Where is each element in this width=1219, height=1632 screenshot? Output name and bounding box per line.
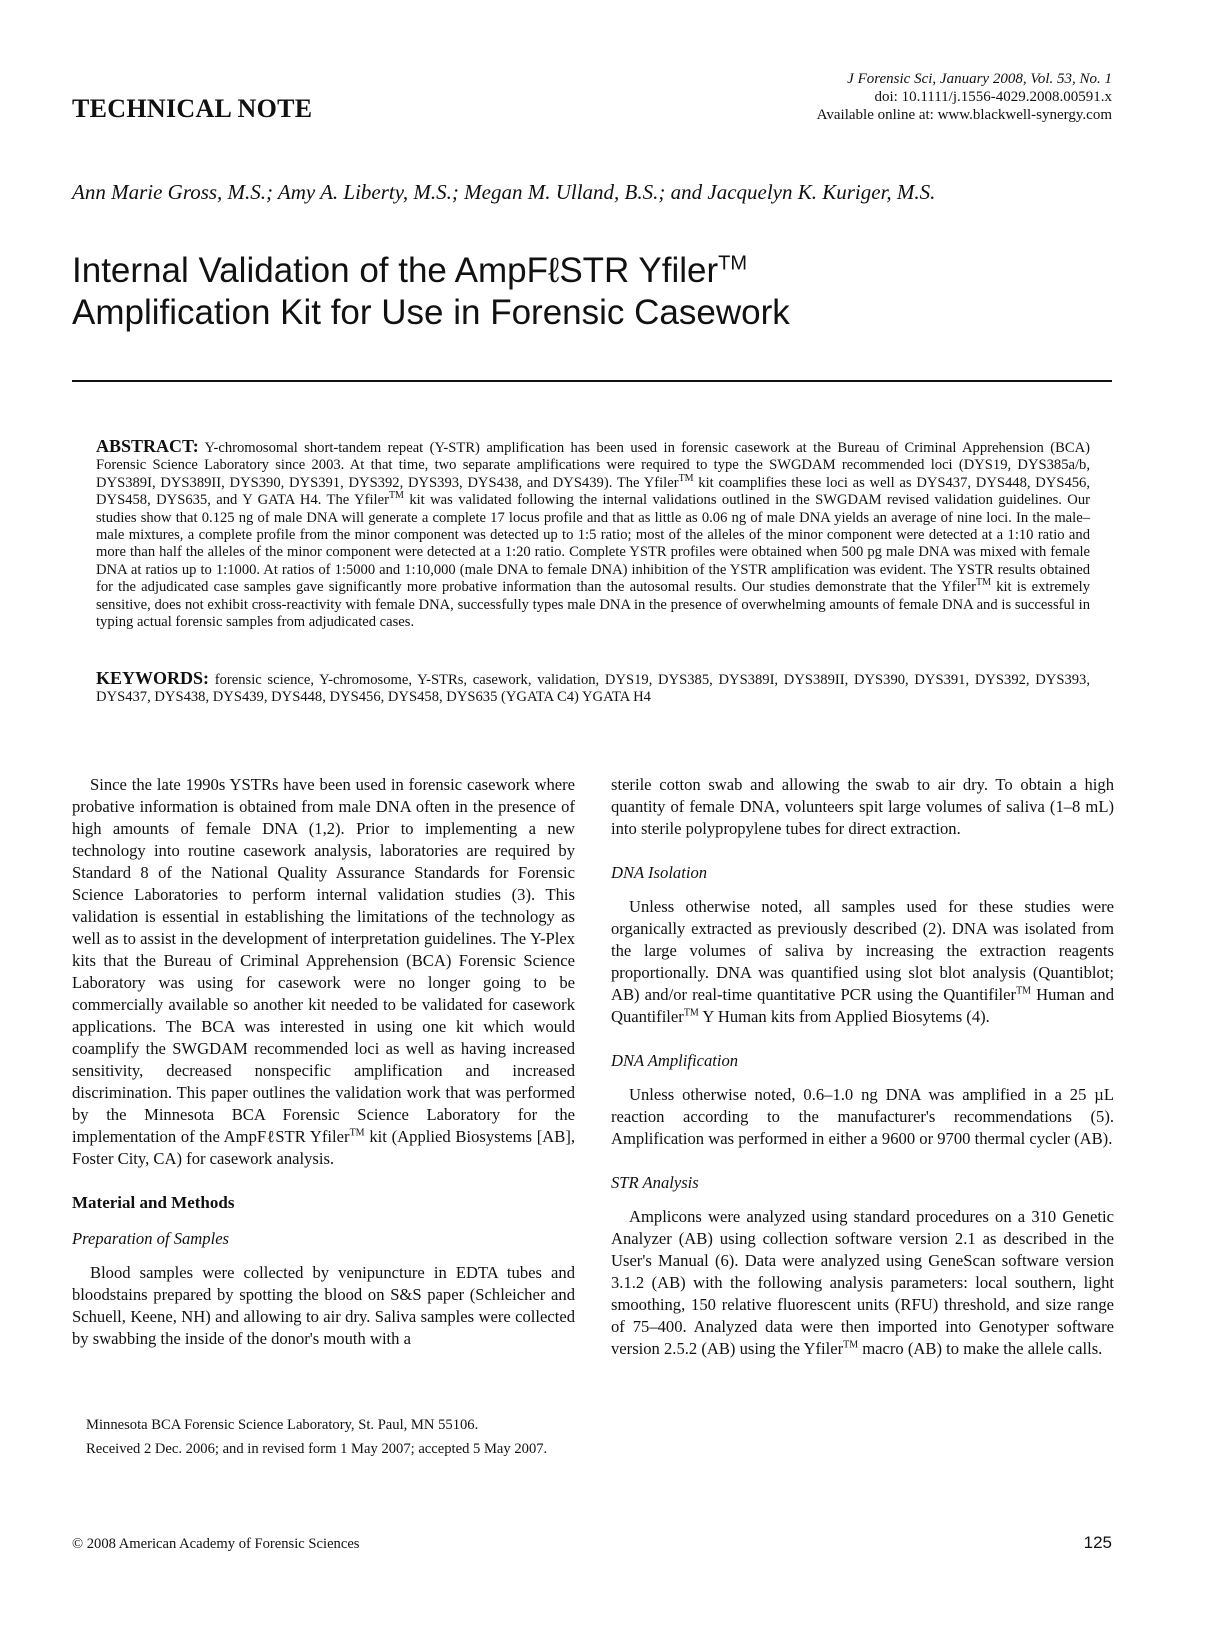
section-label: TECHNICAL NOTE [72,94,313,123]
footnote-affiliation: Minnesota BCA Forensic Science Laboratory, St. Paul, MN 55106. [86,1417,479,1433]
continued-paragraph: sterile cotton swab and allowing the swab to air dry. To obtain a high quantity of female DNA, volunteers spit large volumes of saliva (1–8 mL) into sterile polypropylene tubes for direct extraction. [611,775,1114,838]
footnote-received: Received 2 Dec. 2006; and in revised form 1 May 2007; accepted 5 May 2007. [86,1441,548,1457]
isolation-subheading: DNA Isolation [611,863,708,882]
trademark: TM [678,472,694,484]
prep-subheading: Preparation of Samples [72,1229,230,1248]
page-number: 125 [1083,1533,1112,1552]
str-paragraph: Amplicons were analyzed using standard procedures on a 310 Genetic Analyzer (AB) using collection software version 2.1 as described in the User's Manual (6). Data were analyzed using GeneScan software version 3.1.2 (AB) with the following analysis parameters: local southern, light smoothing, 150 relative fluorescent units (RFU) threshold, and size range of 75–400. Analyzed data were then imported into Genotyper software version 2.5.2 (AB) using the Yfiler™ macro (AB) to make the allele calls. [611,1207,1114,1358]
trademark: TM [976,577,992,589]
title-rule [72,380,1112,382]
footnotes [72,1416,575,1464]
authors: Ann Marie Gross, M.S.; Amy A. Liberty, M.S.; Megan M. Ulland, B.S.; and Jacquelyn K. Kuriger, M.S. [72,180,936,204]
abstract-text: kit is extremely sensitive, does not exhibit cross-reactivity with female DNA, successfully types male DNA in the presence of overwhelming amounts of female DNA and is successful in typing actual forensic samples from adjudicated cases. [96,579,1090,631]
keywords-label: KEYWORDS: [96,668,210,688]
online-availability: Available online at: www.blackwell-synergy.com [816,107,1112,123]
abstract-label: ABSTRACT: [96,436,199,456]
abstract-text: kit coamplifies these loci as well as DYS437, DYS448, DYS456, DYS458, DYS635, and Y GATA H4. The Yfiler [96,474,1091,509]
isolation-paragraph: Unless otherwise noted, all samples used for these studies were organically extracted as previously described (2). DNA was isolated from the large volumes of saliva by increasing the extraction reagents proportionally. DNA was quantified using slot blot analysis (Quantiblot; AB) and/or real-time quantitative PCR using the Quantifiler™ Human and Quantifiler™ Y Human kits from Applied Biosytems (4). [611,897,1115,1026]
doi: doi: 10.1111/j.1556-4029.2008.00591.x [874,89,1112,105]
journal-citation: J Forensic Sci, January 2008, Vol. 53, No. 1 [847,71,1112,87]
journal-info [817,70,1112,124]
abstract-text: kit was validated following the internal validations outlined in the SWGDAM revised validation guidelines. Our studies show that 0.125 ng of male DNA will generate a complete 17 locus profile and that as little as 0.06 ng of male DNA yields an average of nine loci. In the male–male mixtures, a complete profile from the minor component was detected up to 1:5 ratio; most of the alleles of the minor component were detected at a 1:10 ratio and more than half the alleles of the minor component were detected at a 1:20 ratio. Complete YSTR profiles were obtained when 500 pg male DNA was mixed with female DNA at ratios up to 1:1000. At ratios of 1:5000 and 1:10,000 (male DNA to female DNA) inhibition of the YSTR amplification was evident. The YSTR results obtained for the adjudicated case samples gave significantly more probative information than the autosomal results. Our studies demonstrate that the Yfiler [96,492,1090,596]
paper-title [72,250,790,334]
amplification-paragraph: Unless otherwise noted, 0.6–1.0 ng DNA was amplified in a 25 µL reaction according to the manufacturer's recommendations (5). Amplification was performed in either a 9600 or 9700 thermal cycler (AB). [611,1085,1114,1148]
keywords-text: forensic science, Y-chromosome, Y-STRs, casework, validation, DYS19, DYS385, DYS389I, DYS389II, DYS390, DYS391, DYS392, DYS393, DYS437, DYS438, DYS439, DYS448, DYS456, DYS458, DYS635 (YGATA C4) YGATA H4 [96,672,1090,706]
abstract [96,438,1090,631]
right-column [611,774,1114,1360]
trademark: TM [718,252,748,275]
intro-paragraph: Since the late 1990s YSTRs have been used in forensic casework where probative information is obtained from male DNA often in the presence of high amounts of female DNA (1,2). Prior to implementing a new technology into routine casework analysis, laboratories are required by Standard 8 of the National Quality Assurance Standards for Forensic Science Laboratories to perform internal validation studies (3). This validation is essential in establishing the limitations of the technology as well as to assist in the development of interpretation guidelines. The Y-Plex kits that the Bureau of Criminal Apprehension (BCA) Forensic Science Laboratory was using for casework were no longer going to be commercially available so another kit needed to be validated for casework applications. The BCA was interested in using one kit which would coamplify the SWGDAM recommended loci as well as having increased sensitivity, decreased nonspecific amplification and increased discrimination. This paper outlines the validation work that was performed by the Minnesota BCA Forensic Science Laboratory for the implementation of the AmpFℓSTR Yfiler™ kit (Applied Biosystems [AB], Foster City, CA) for casework analysis. [72,775,575,1168]
copyright: © 2008 American Academy of Forensic Sciences [72,1536,360,1552]
prep-paragraph: Blood samples were collected by venipuncture in EDTA tubes and bloodstains prepared by spotting the blood on S&S paper (Schleicher and Schuell, Keene, NH) and allowing to air dry. Saliva samples were collected by swabbing the inside of the donor's mouth with a [72,1263,575,1348]
title-line-2: Amplification Kit for Use in Forensic Casework [72,293,790,332]
methods-heading: Material and Methods [72,1193,235,1212]
abstract-text: Y-chromosomal short-tandem repeat (Y-STR) amplification has been used in forensic casework at the Bureau of Criminal Apprehension (BCA) Forensic Science Laboratory since 2003. At that time, two separate amplifications were required to type the SWGDAM recommended loci (DYS19, DYS385a/b, DYS389I, DYS389II, DYS390, DYS391, DYS392, DYS393, DYS438, and DYS439). The Yfiler [96,440,1090,491]
amplification-subheading: DNA Amplification [611,1051,739,1070]
keywords [96,670,1090,707]
title-line-1: Internal Validation of the AmpFℓSTR Yfiler [72,251,719,290]
str-subheading: STR Analysis [611,1173,699,1192]
left-column [72,774,575,1350]
trademark: TM [388,490,404,502]
